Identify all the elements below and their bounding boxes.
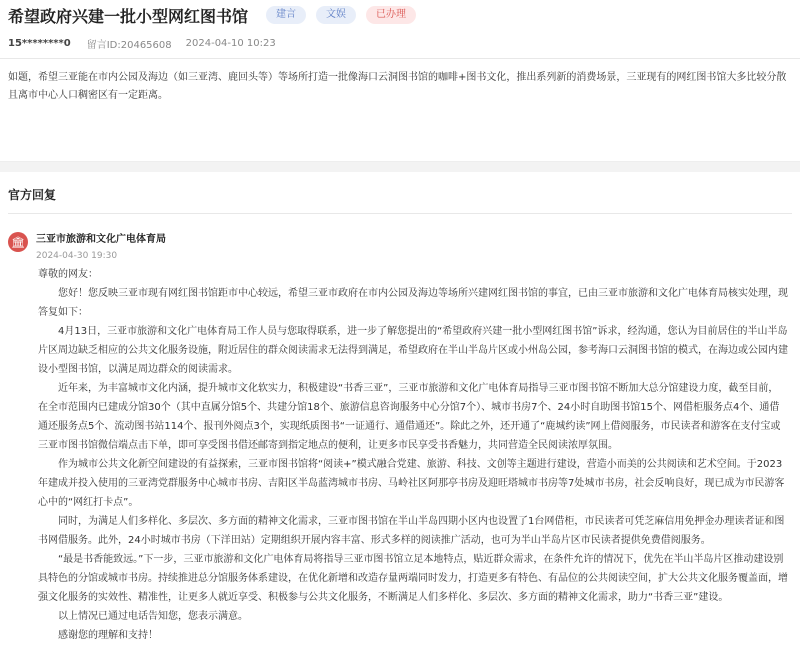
tag-culture[interactable]: 文娱 xyxy=(316,6,356,24)
meta-row xyxy=(8,36,792,50)
page-title: 希望政府兴建一批小型网红图书馆 xyxy=(8,6,249,26)
message-id: 留言ID:20465608 xyxy=(86,39,172,51)
status-badge: 已办理 xyxy=(366,6,416,24)
reply-paragraph: 您好！您反映三亚市现有网红图书馆距市中心较远，希望三亚市政府在市内公园及海边等场所兴建网红图书馆的事宜，已由三亚市旅游和文化广电体育局核实处理，现答复如下： xyxy=(38,288,788,318)
reply-paragraph: 感谢您的理解和支持！ xyxy=(58,630,158,641)
user-id: 15********0 xyxy=(8,37,71,49)
reply-section-title: 官方回复 xyxy=(8,172,792,214)
reply-paragraph: 近年来，为丰富城市文化内涵，提升城市文化软实力，积极建设“书香三亚”，三亚市旅游和文化广电体育局指导三亚市图书馆不断加大总分馆建设力度，截至目前，在全市范围内已建成分馆30个（其中直属分馆5个、共建分馆18个、旅游信息咨询服务中心分馆7个）、城市书房7个、24小时自助图书馆15个、网借柜服务点4个、通借通还服务点5个、流动图书站114个、报刊外阅点3个，实现纸质图书“一证通行、通借通还”。除此之外，还开通了“鹿城约读”网上借阅服务，市民读者和游客在支付宝或三亚市图书馆微信端点击下单，即可享受图书借还邮寄到指定地点的便利，让更多市民享受书香魅力，共同营造全民阅读浓厚氛围。 xyxy=(38,383,781,451)
org-name: 三亚市旅游和文化广电体育局 xyxy=(36,234,166,245)
section-separator xyxy=(0,161,800,172)
reply-paragraph: 4月13日，三亚市旅游和文化广电体育局工作人员与您取得联系，进一步了解您提出的“希望政府兴建一批小型网红图书馆”诉求，经沟通，您认为目前居住的半山半岛片区周边缺乏相应的公共文化服务设施，附近居住的群众阅读需求无法得到满足，希望政府在半山半岛片区或小州岛公园，参考海口云洞图书馆的模式，在海边或公园内建设小型图书馆，以满足周边群众的阅读需求。 xyxy=(38,326,788,375)
reply-paragraph: “最是书香能致远。”下一步，三亚市旅游和文化广电体育局将指导三亚市图书馆立足本地特点，贴近群众需求，在条件允许的情况下，优先在半山半岛片区推动建设别具特色的分馆或城市书房。持续推进总分馆服务体系建设，在优化新增和改造存量两端同时发力，打造更多有特色、有品位的公共阅读空间，扩大公共文化服务覆盖面，增强文化服务的实效性、精准性，让更多人就近享受、积极参与公共文化服务，不断满足人们多样化、多层次、多方面的精神文化需求，助力“书香三亚”建设。 xyxy=(38,554,788,603)
reply-time: 2024-04-30 19:30 xyxy=(36,251,118,261)
title-row xyxy=(8,4,792,26)
reply-greeting: 尊敬的网友： xyxy=(38,269,98,280)
reply-paragraph: 作为城市公共文化新空间建设的有益探索，三亚市图书馆将“阅读+”模式融合党建、旅游、科技、文创等主题进行建设，营造小而美的公共阅读和艺术空间。于2023年建成并投入使用的三亚湾党群服务中心城市书房、吉阳区半岛蓝湾城市书房、马岭社区阿那亭书房及迎旺塔城市书房等7处城市书房，社会反响良好，现已成为市民游客心中的“网红打卡点”。 xyxy=(38,459,785,508)
tag-suggestion[interactable]: 建言 xyxy=(266,6,306,24)
post-time: 2024-04-10 10:23 xyxy=(185,37,276,49)
reply-paragraph: 同时，为满足人们多样化、多层次、多方面的精神文化需求，三亚市图书馆在半山半岛四期小区内也设置了1台网借柜，市民读者可凭芝麻信用免押金办理读者证和图书网借服务。此外，24小时城市书房（下洋田站）定期组织开展内容丰富、形式多样的阅读推广活动，也可为半山半岛片区市民读者提供免费借阅服务。 xyxy=(38,516,785,546)
official-reply xyxy=(0,172,800,645)
government-building-icon: 🏛 xyxy=(8,232,28,252)
post-header xyxy=(0,0,800,50)
question-text: 如题，希望三亚能在市内公园及海边（如三亚湾、鹿回头等）等场所打造一批像海口云洞图书馆的咖啡+图书文化，推出系列新的消费场景，三亚现有的网红图书馆大多比较分散且离市中心人口稠密区有一定距离。 xyxy=(8,72,787,101)
reply-header xyxy=(8,228,792,261)
reply-paragraph: 以上情况已通过电话告知您，您表示满意。 xyxy=(58,611,248,622)
reply-body xyxy=(8,265,792,645)
